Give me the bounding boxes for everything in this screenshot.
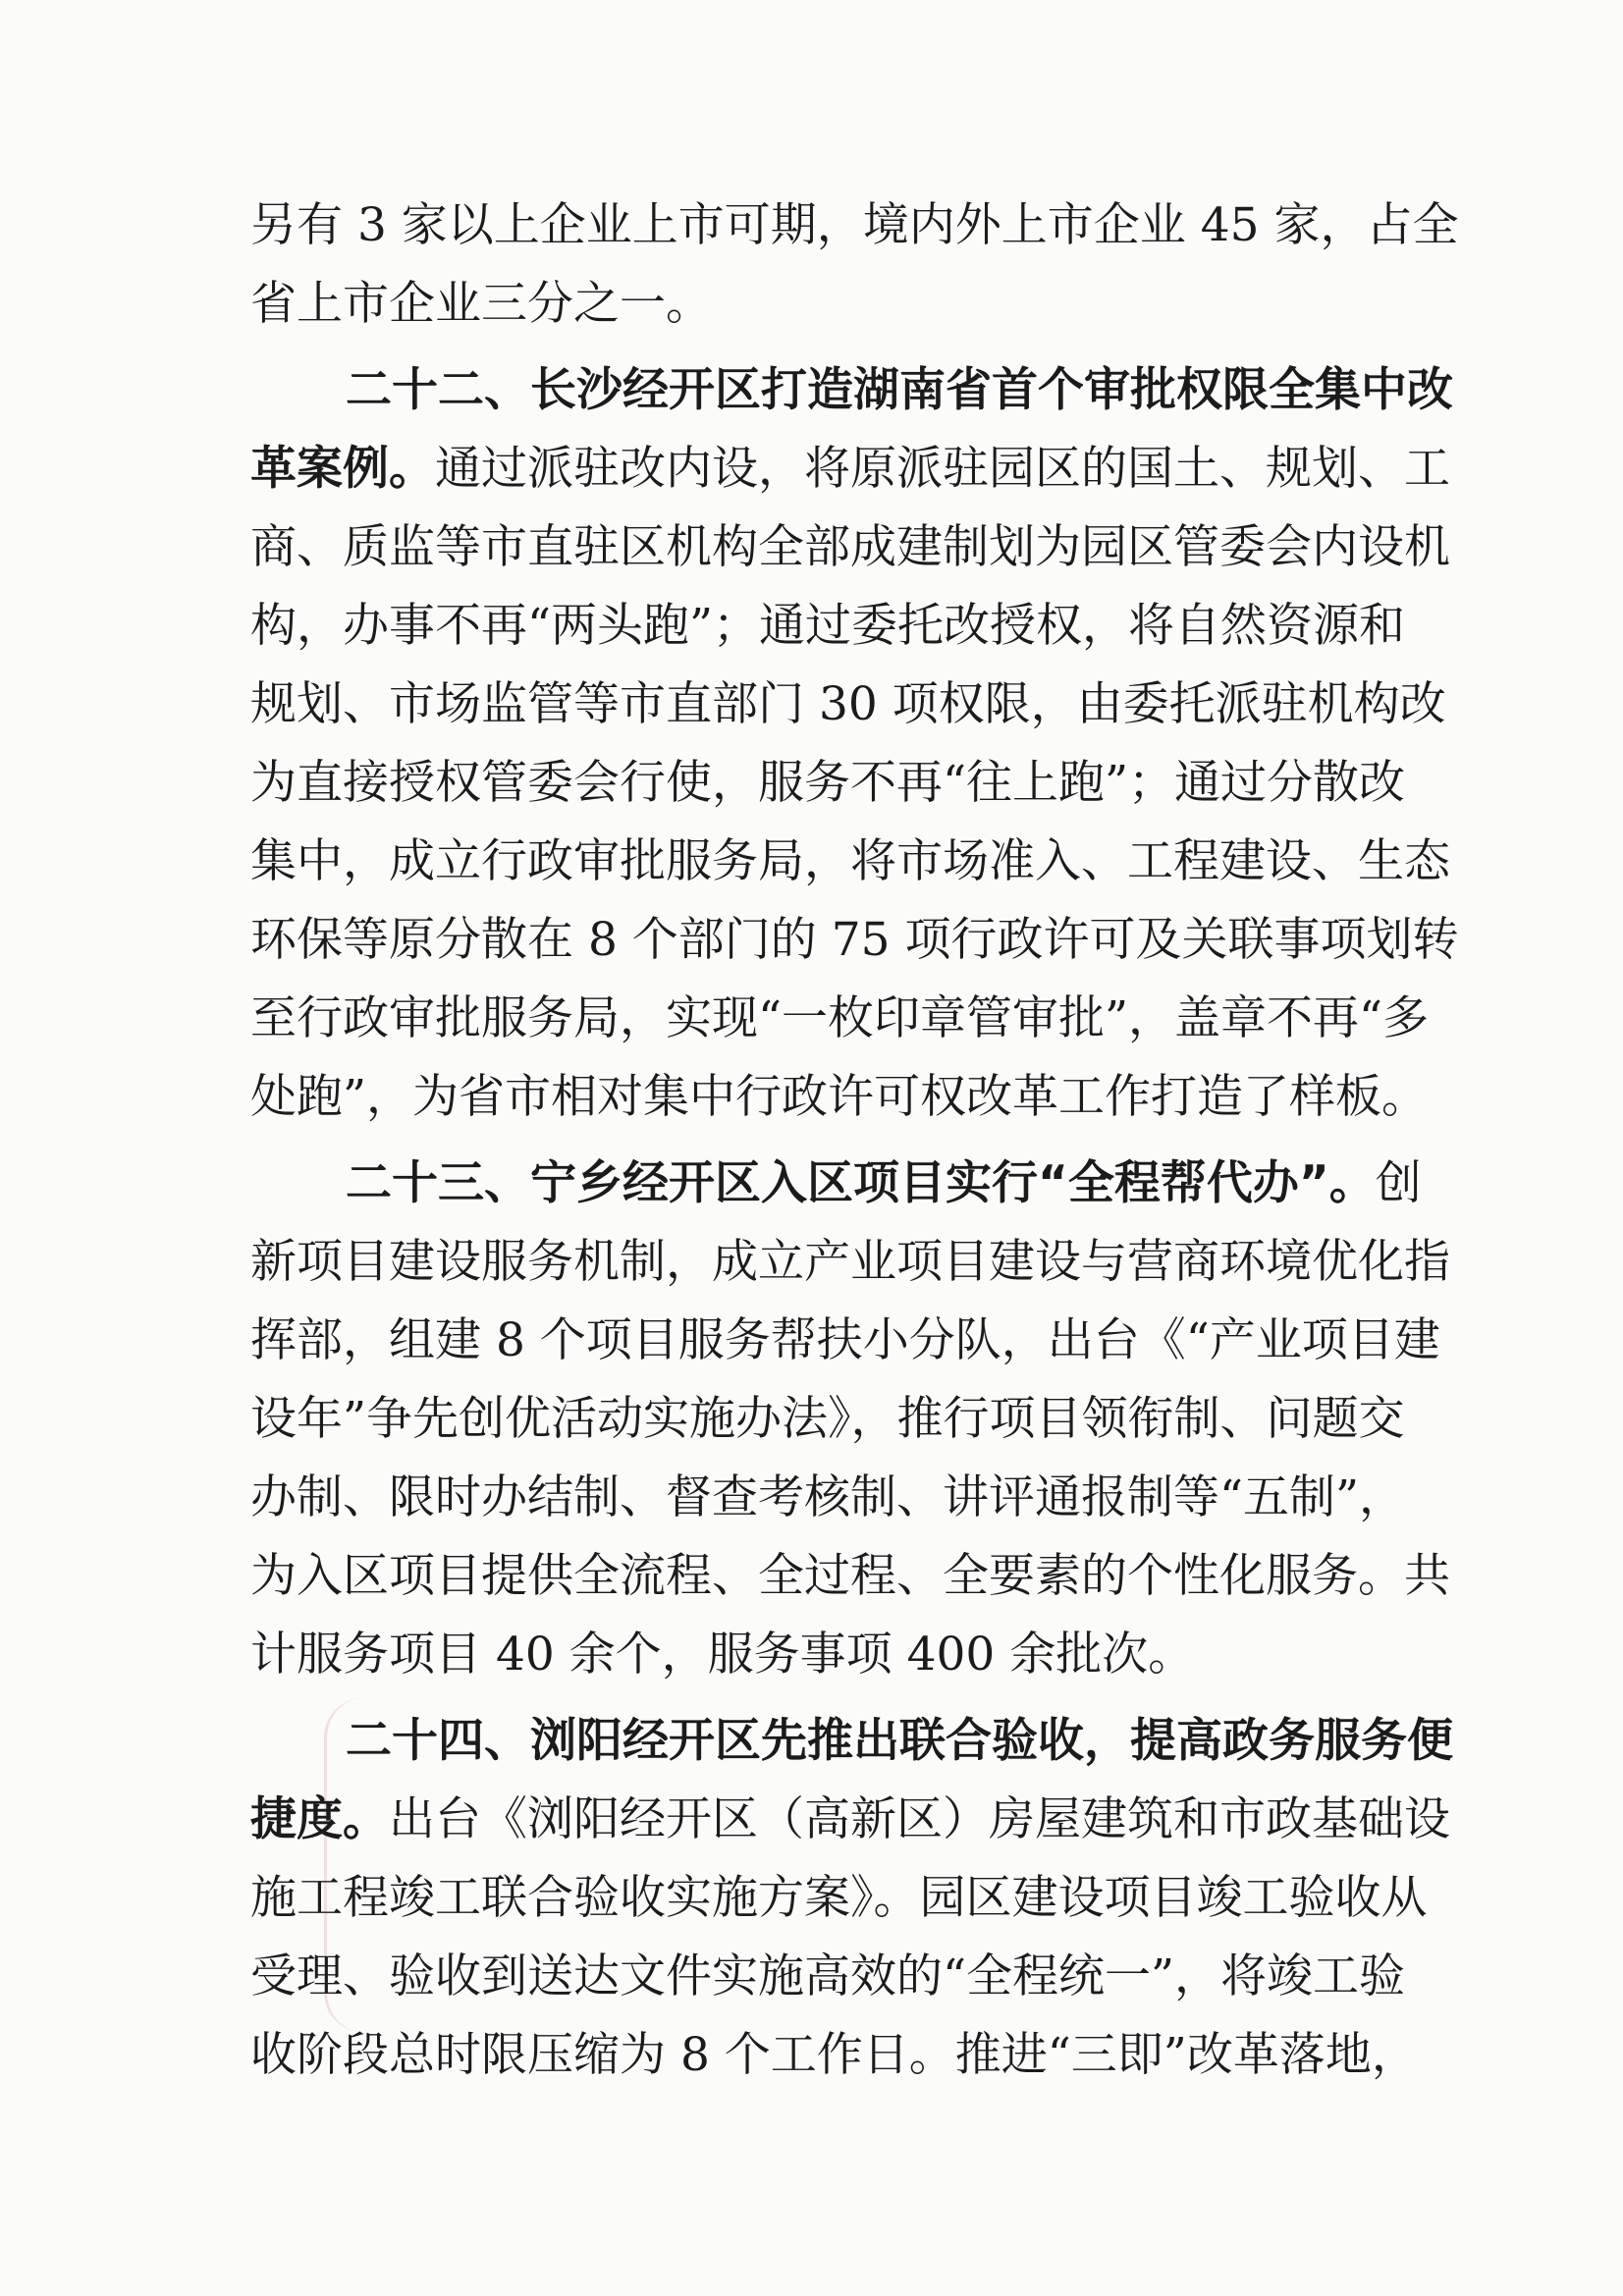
paragraph-line: 环保等原分散在 8 个部门的 75 项行政许可及关联事项划转 (250, 913, 1459, 967)
section-heading-line (346, 1702, 1453, 1781)
paragraph-line: 至行政审批服务局，实现“一枚印章管审批”，盖章不再“多 (250, 991, 1430, 1045)
paragraph-line: 规划、市场监管等市直部门 30 项权限，由委托派驻机构改 (250, 677, 1446, 731)
paragraph-line: 集中，成立行政审批服务局，将市场准入、工程建设、生态 (250, 834, 1450, 888)
paragraph-line: 收阶段总时限压缩为 8 个工作日。推进“三即”改革落地， (250, 2028, 1418, 2082)
section-heading: 革案例。 (250, 442, 435, 496)
section-heading: 二十二、长沙经开区打造湖南省首个审批权限全集中改 (346, 363, 1453, 417)
paragraph-line: 新项目建设服务机制，成立产业项目建设与营商环境优化指 (250, 1235, 1450, 1289)
paragraph-line: 挥部，组建 8 个项目服务帮扶小分队，出台《“产业项目建 (250, 1313, 1440, 1367)
paragraph-line: 商、质监等市直驻区机构全部成建制划为园区管委会内设机 (250, 520, 1450, 574)
paragraph-line: 为入区项目提供全流程、全过程、全要素的个性化服务。共 (250, 1549, 1450, 1603)
section-heading: 二十三、宁乡经开区入区项目实行“全程帮代办”。 (346, 1156, 1376, 1210)
paragraph-line: 施工程竣工联合验收实施方案》。园区建设项目竣工验收从 (250, 1871, 1428, 1925)
paragraph-line: 处跑”，为省市相对集中行政许可权改革工作打造了样板。 (250, 1070, 1429, 1124)
section-heading: 二十四、浏阳经开区先推出联合验收，提高政务服务便 (346, 1714, 1453, 1768)
paragraph-line: 设年”争先创优活动实施办法》，推行项目领衔制、问题交 (250, 1392, 1405, 1446)
section-heading-line (346, 351, 1453, 430)
section-heading-line: 二十三、宁乡经开区入区项目实行“全程帮代办”。创 (346, 1156, 1422, 1210)
paragraph-line: 革案例。通过派驻改内设，将原派驻园区的国土、规划、工 (250, 442, 1450, 496)
paragraph-line: 省上市企业三分之一。 (250, 277, 712, 331)
paragraph-line: 办制、限时办结制、督查考核制、讲评通报制等“五制”， (250, 1470, 1406, 1524)
paragraph-line: 另有 3 家以上企业上市可期，境内外上市企业 45 家，占全 (250, 198, 1459, 252)
paragraph-line: 为直接授权管委会行使，服务不再“往上跑”；通过分散改 (250, 756, 1406, 810)
paragraph-line: 受理、验收到送达文件实施高效的“全程统一”，将竣工验 (250, 1949, 1406, 2003)
paragraph-line: 捷度。出台《浏阳经开区（高新区）房屋建筑和市政基础设 (250, 1792, 1450, 1846)
paragraph-line: 计服务项目 40 余个，服务事项 400 余批次。 (250, 1628, 1195, 1682)
paragraph-line: 构，办事不再“两头跑”；通过委托改授权，将自然资源和 (250, 599, 1406, 653)
section-heading: 捷度。 (250, 1792, 389, 1846)
